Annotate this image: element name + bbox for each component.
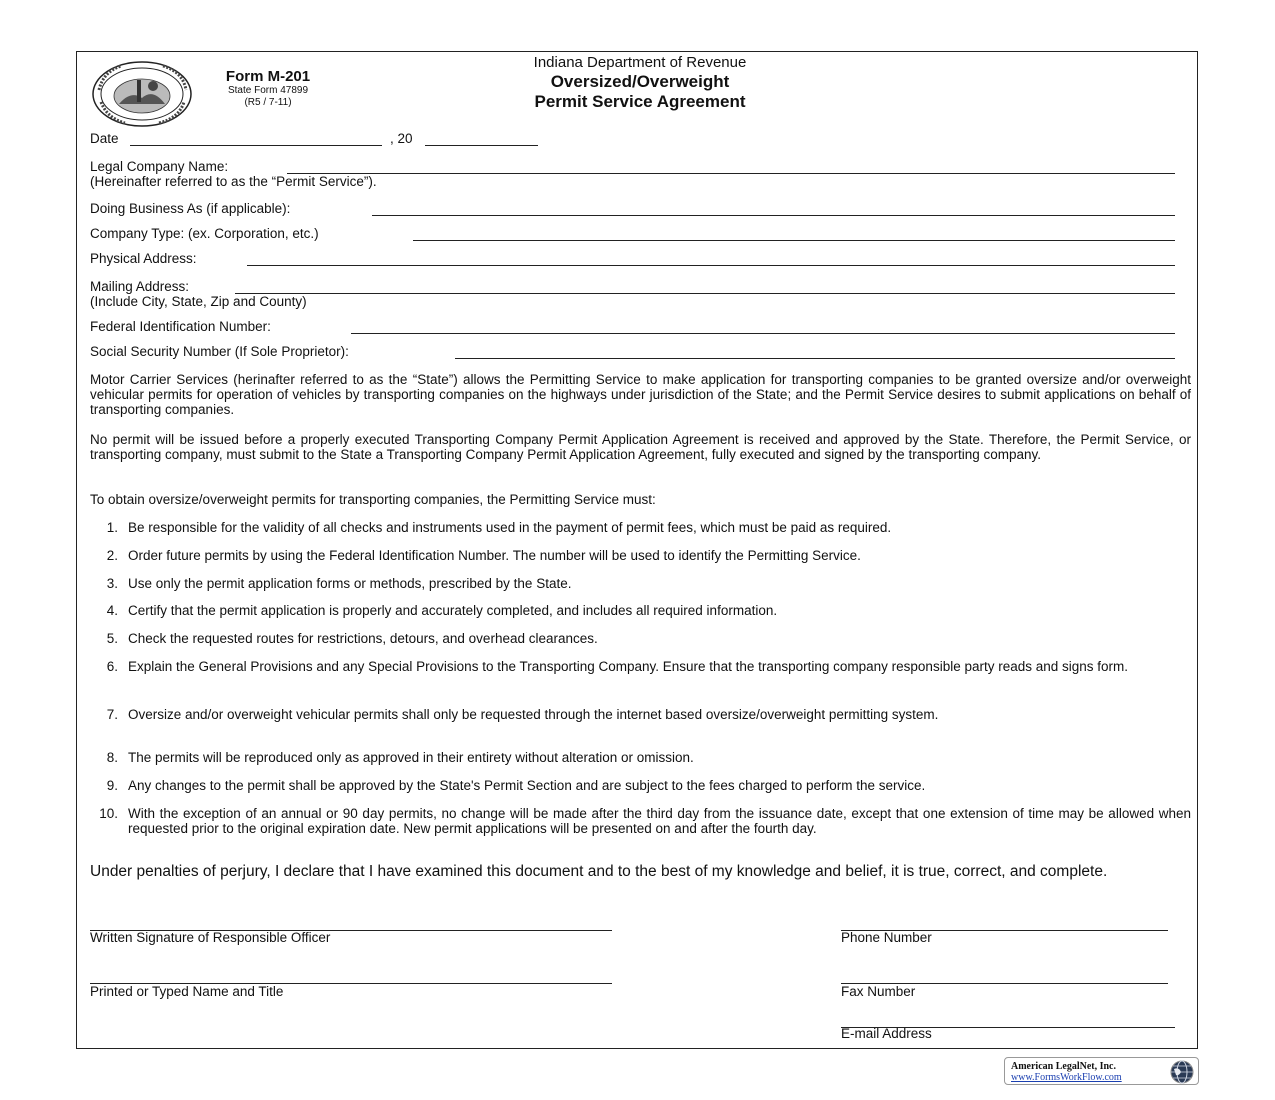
signature-label: Written Signature of Responsible Officer — [90, 930, 331, 945]
legal-company-name-label: Legal Company Name: — [90, 159, 229, 174]
company-type-label: Company Type: (ex. Corporation, etc.) — [90, 226, 319, 241]
dba-field[interactable] — [372, 215, 1175, 216]
form-title-line1: Oversized/Overweight — [550, 72, 730, 91]
form-header — [440, 54, 840, 112]
printed-name-label: Printed or Typed Name and Title — [90, 984, 284, 999]
list-item: 5. Check the requested routes for restrictions, detours, and overhead clearances. — [106, 631, 598, 646]
paragraph-permit-requirement: No permit will be issued before a properly executed Transporting Company Permit Application Agreement is received and approved by the State. Therefore, the Permit Service, or transporting company, must submit to the State a Transporting Company Permit Application Agreement, fully executed and signed by the transporting company. — [90, 432, 1191, 462]
fein-field[interactable] — [351, 333, 1175, 334]
list-item: 1. Be responsible for the validity of all checks and instruments used in the payment of permit fees, which must be paid as required. — [106, 520, 892, 535]
paragraph-state-authorization: Motor Carrier Services (herinafter referred to as the “State”) allows the Permitting Service to make application for transporting companies to be granted oversize and/or overweight vehicular permits for operation of vehicles by transporting companies on the highways under jurisdiction of the State; and the Permit Service desires to submit applications on behalf of transporting companies. — [90, 372, 1191, 417]
form-title-line2: Permit Service Agreement — [534, 92, 746, 111]
legal-company-note: (Hereinafter referred to as the “Permit Service”). — [90, 174, 377, 189]
date-year-field[interactable] — [425, 145, 538, 146]
form-number: Form M-201 — [225, 68, 311, 85]
physical-address-label: Physical Address: — [90, 251, 197, 266]
form-number-block — [209, 68, 327, 109]
ssn-field[interactable] — [455, 358, 1175, 359]
dba-label: Doing Business As (if applicable): — [90, 201, 291, 216]
company-type-field[interactable] — [413, 240, 1175, 241]
physical-address-field[interactable] — [247, 265, 1175, 266]
indiana-state-seal — [91, 60, 193, 128]
badge-company-name: American LegalNet, Inc. — [1011, 1061, 1116, 1072]
list-item: 3. Use only the permit application forms or methods, prescribed by the State. — [106, 576, 572, 591]
list-item: 4. Certify that the permit application is properly and accurately completed, and includes all required information. — [106, 603, 778, 618]
list-item: 7. Oversize and/or overweight vehicular permits shall only be requested through the internet based oversize/overweight permitting system. — [106, 707, 939, 722]
list-item: 8. The permits will be reproduced only as approved in their entirety without alteration or omission. — [106, 750, 694, 765]
department-name: Indiana Department of Revenue — [533, 54, 747, 71]
form-revision: (R5 / 7-11) — [244, 97, 292, 108]
fein-label: Federal Identification Number: — [90, 319, 271, 334]
phone-number-label: Phone Number — [841, 930, 932, 945]
globe-icon — [1170, 1060, 1194, 1084]
legal-company-name-field[interactable] — [287, 173, 1175, 174]
legalnet-badge[interactable] — [1004, 1057, 1199, 1085]
email-address-label: E-mail Address — [841, 1026, 932, 1041]
fax-number-label: Fax Number — [841, 984, 916, 999]
date-field[interactable] — [130, 145, 382, 146]
date-label: Date — [90, 131, 119, 146]
ssn-label: Social Security Number (If Sole Proprietor): — [90, 344, 349, 359]
perjury-declaration: Under penalties of perjury, I declare that I have examined this document and to the best of my knowledge and belief, it is true, correct, and complete. — [90, 863, 1108, 880]
list-item: 6. Explain the General Provisions and any Special Provisions to the Transporting Company. Ensure that the transporting company responsible party reads and signs form. — [106, 659, 1129, 674]
list-item: 10. With the exception of an annual or 90 day permits, no change will be made after the third day from the issuance date, except that one extension of time may be allowed when requested prior to the original expiration date. New permit applications will be presented on and after the fourth day. — [99, 806, 1191, 836]
state-form-number: State Form 47899 — [227, 85, 309, 96]
paragraph-obligations-intro: To obtain oversize/overweight permits for transporting companies, the Permitting Service must: — [90, 492, 656, 507]
list-item: 2. Order future permits by using the Federal Identification Number. The number will be used to identify the Permitting Service. — [106, 548, 861, 563]
mailing-address-field[interactable] — [235, 293, 1175, 294]
mailing-address-label: Mailing Address: — [90, 279, 190, 294]
badge-url-link[interactable]: www.FormsWorkFlow.com — [1011, 1072, 1122, 1083]
mailing-address-note: (Include City, State, Zip and County) — [90, 294, 307, 309]
list-item: 9. Any changes to the permit shall be approved by the State's Permit Section and are subject to the fees charged to perform the service. — [106, 778, 926, 793]
date-year-prefix: , 20 — [390, 131, 413, 146]
